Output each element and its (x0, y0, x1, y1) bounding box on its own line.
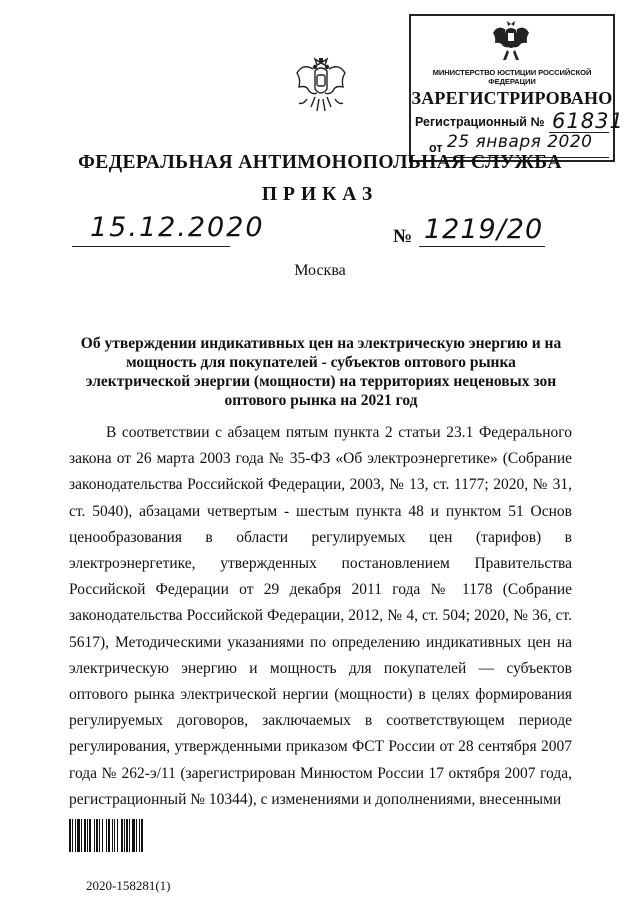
barcode-bar (132, 819, 135, 852)
stamp-emblem-icon (491, 20, 531, 64)
stamp-registered-label: ЗАРЕГИСТРИРОВАНО (411, 88, 613, 108)
stamp-date-label: от (429, 141, 443, 155)
barcode-bar (72, 819, 73, 852)
barcode-bar (112, 819, 113, 852)
document-code: 2020-158281(1) (86, 878, 171, 893)
order-title: ПРИКАЗ (261, 184, 379, 205)
body-paragraph: В соответствии с абзацем пятым пункта 2 статьи 23.1 Федерального закона от 26 марта 2003 года № 35-ФЗ «Об электроэнергетике» (Собрание законодательства Российской Федерации, 2003, № 13, ст. 1177; 2020, № 31, ст. 5040), абзацами четвертым - шестым пункта 48 и пунктом 51 Основ ценообразования в области регулируемых цен (тарифов) в электроэнергетике, утвержденных постановлением Правительства Российской Федерации от 29 декабря 2011 года № 1178 (Собрание законодательства Российской Федерации, 2012, № 4, ст. 504; 2020, № 36, ст. 5617), Методическими указаниями по определению индикативных цен на электрическую энергию и мощность для покупателей — субъектов оптового рынка электрической нергии (мощности) в целях формирования регулируемых договоров, заключаемых в соответствующем периоде регулирования, утвержденными приказом ФСТ России от 28 сентября 2007 года № 262-э/11 (зарегистрирован Минюстом России 17 октября 2007 года, регистрационный № 10344), с изменениями и дополнениями, внесенными (69, 424, 572, 808)
order-date-underline (72, 246, 230, 247)
barcode-bar (81, 819, 82, 852)
barcode-bar (69, 819, 71, 852)
order-date: 15.12.2020 (90, 212, 265, 243)
barcode-bar (89, 819, 91, 852)
barcode-bar (141, 819, 143, 852)
order-number: 1219/20 (424, 214, 544, 245)
coat-of-arms-icon (293, 55, 349, 117)
barcode-bar (77, 819, 80, 852)
stamp-ministry-name: МИНИСТЕРСТВО ЮСТИЦИИ РОССИЙСКОЙ ФЕДЕРАЦИИ (432, 68, 592, 86)
barcode-bar (84, 819, 86, 852)
barcode-bar (99, 819, 100, 852)
barcode-bar (129, 819, 130, 852)
barcode-bar (75, 819, 76, 852)
barcode-bar (117, 819, 118, 852)
barcode (69, 819, 168, 852)
barcode-bar (136, 819, 137, 852)
barcode-bar (106, 819, 107, 852)
barcode-bar (96, 819, 98, 852)
barcode-bar (139, 819, 140, 852)
stamp-registration-date: 25 января 2020 (447, 132, 593, 152)
stamp-registration-number-label: Регистрационный № (415, 115, 545, 129)
barcode-bar (126, 819, 128, 852)
barcode-bar (121, 819, 123, 852)
barcode-bar (124, 819, 125, 852)
order-number-underline (419, 246, 545, 247)
order-number-sign: № (393, 226, 413, 247)
registration-stamp (409, 14, 624, 162)
barcode-bar (87, 819, 88, 852)
barcode-bar (102, 819, 103, 852)
city: Москва (294, 262, 346, 279)
agency-name: ФЕДЕРАЛЬНАЯ АНТИМОНОПОЛЬНАЯ СЛУЖБА (78, 152, 562, 173)
document-title: Об утверждении индикативных цен на электрическую энергию и на мощность для покупателей - субъектов оптового рынка электрической энергии (мощности) на территориях неценовых зон оптового рынка на 2021 год (80, 335, 562, 409)
barcode-bar (108, 819, 110, 852)
stamp-registration-number: 61831 (552, 109, 624, 133)
barcode-bar (114, 819, 115, 852)
barcode-bar (94, 819, 95, 852)
